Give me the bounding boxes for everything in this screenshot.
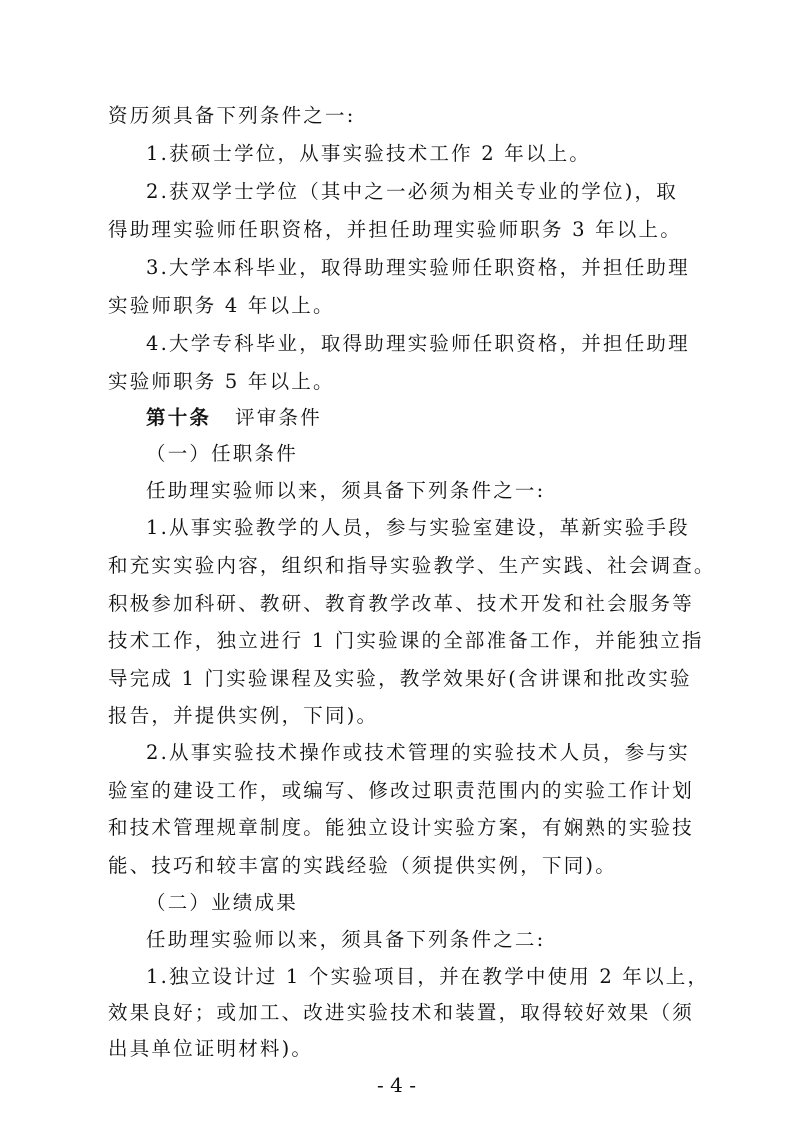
- article-number: 第十条: [146, 406, 212, 429]
- text-line: 1.独立设计过 1 个实验项目，并在教学中使用 2 年以上，: [146, 965, 710, 988]
- text-line: 和充实实验内容，组织和指导实验教学、生产实践、社会调查。: [108, 554, 716, 577]
- text-line: 积极参加科研、教研、教育教学改革、技术开发和社会服务等: [108, 592, 694, 615]
- text-line: 和技术管理规章制度。能独立设计实验方案，有娴熟的实验技: [108, 816, 694, 839]
- section-heading: （一）任职条件: [146, 442, 298, 465]
- text-line: 技术工作，独立进行 1 门实验课的全部准备工作，并能独立指: [108, 629, 704, 652]
- text-line: 实验师职务 4 年以上。: [108, 294, 335, 317]
- text-line: 任助理实验师以来，须具备下列条件之二:: [146, 928, 546, 951]
- text-line: 2.从事实验技术操作或技术管理的实验技术人员，参与实: [146, 741, 690, 764]
- article-heading: [146, 405, 688, 431]
- text-line: 报告，并提供实例，下同)。: [108, 704, 379, 727]
- text-line: 资历须具备下列条件之一:: [108, 104, 356, 127]
- text-line: 2.获双学士学位（其中之一必须为相关专业的学位)，取: [146, 180, 678, 203]
- text-line: 效果良好；或加工、改进实验技术和装置，取得较好效果（须: [108, 1001, 694, 1024]
- text-line: 能、技巧和较丰富的实践经验（须提供实例，下同)。: [108, 854, 617, 877]
- text-line: 实验师职务 5 年以上。: [108, 370, 335, 393]
- text-line: 导完成 1 门实验课程及实验，教学效果好(含讲课和批改实验: [108, 667, 692, 690]
- text-line: 任助理实验师以来，须具备下列条件之一:: [146, 479, 546, 502]
- text-line: 出具单位证明材料)。: [108, 1037, 314, 1060]
- text-line: 1.获硕士学位，从事实验技术工作 2 年以上。: [146, 142, 592, 165]
- text-line: 1.从事实验教学的人员，参与实验室建设，革新实验手段: [146, 516, 690, 539]
- page-number: - 4 -: [377, 1073, 416, 1097]
- text-line: 3.大学本科毕业，取得助理实验师任职资格，并担任助理: [146, 256, 690, 279]
- article-title: 评审条件: [235, 406, 322, 429]
- text-line: 4.大学专科毕业，取得助理实验师任职资格，并担任助理: [146, 332, 690, 355]
- section-heading: （二）业绩成果: [146, 891, 298, 914]
- text-line: 验室的建设工作，或编写、修改过职责范围内的实验工作计划: [108, 779, 694, 802]
- text-line: 得助理实验师任职资格，并担任助理实验师职务 3 年以上。: [108, 218, 682, 241]
